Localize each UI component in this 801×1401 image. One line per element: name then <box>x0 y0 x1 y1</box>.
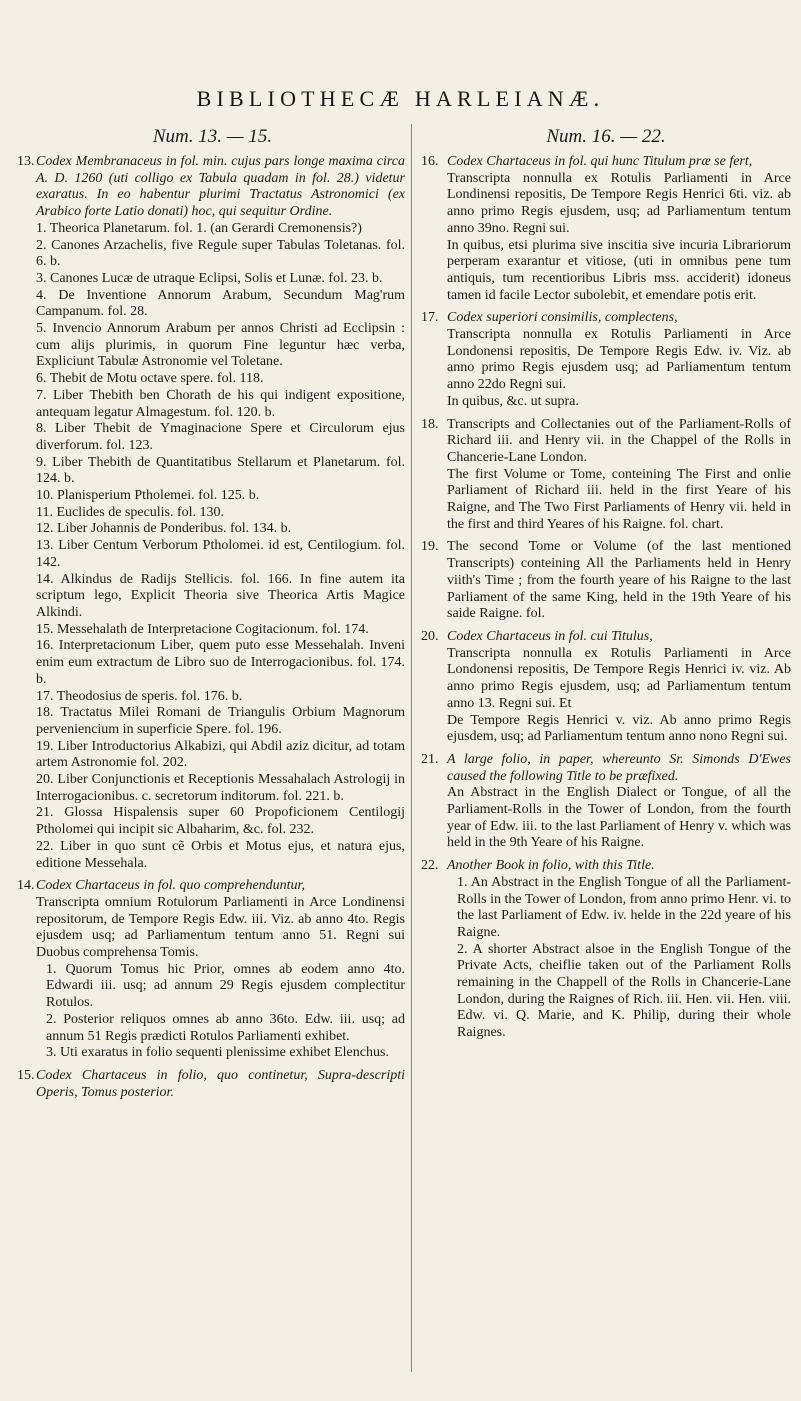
entry-21 <box>421 752 791 852</box>
entry-intro: Codex Chartaceus in folio, quo continetur, Supra-descripti Operis, Tomus posterior. <box>36 1067 405 1100</box>
entry-text: Transcripts and Collectanies out of the Parliament-Rolls of Richard iii. and Henry vii. in the Chappel of the Rolls in Chancerie-Lane London. <box>447 416 791 465</box>
entry-text: Transcripta nonnulla ex Rotulis Parliamenti in Arce Londonensi repositis, De Tempore Regis Henrici iv. viz. Ab anno primo Regis ejusdem, usq; ad Parliamentum tentum anno 13. Regni sui. Et <box>447 645 791 711</box>
list-item: 12. Liber Johannis de Ponderibus. fol. 134. b. <box>36 521 292 537</box>
list-item: 6. Thebit de Motu octave spere. fol. 118. <box>36 371 264 387</box>
list-item: 18. Tractatus Milei Romani de Triangulis Orbium Magnorum perveniencium in superficie Spere. fol. 196. <box>36 705 405 737</box>
list-item: 2. Posterior reliquos omnes ab anno 36to. Edw. iii. usq; ad annum 51 Regis prædicti Rotulos Parliamenti exhibet. <box>46 1011 405 1044</box>
entry-number: 21. <box>421 751 439 767</box>
entry-number: 14. <box>17 878 35 894</box>
entry-text: Transcripta nonnulla ex Rotulis Parliamenti in Arce Londinensi repositis, De Tempore Regis Henrici 6ti. viz. ab anno primo Regis ejusdem, usq; ad Parliamentum tentum anno 39no. Regni sui. <box>447 170 791 236</box>
entry-intro: Another Book in folio, with this Title. <box>447 858 655 874</box>
entry-18 <box>421 417 791 534</box>
entry-number: 15. <box>17 1067 35 1083</box>
left-column-heading: Num. 13. — 15. <box>152 126 273 147</box>
entry-17 <box>421 310 791 410</box>
entry-14 <box>17 878 405 1062</box>
entry-intro: Codex Chartaceus in fol. qui hunc Titulum præ se fert, <box>447 154 753 169</box>
list-item: 17. Theodosius de speris. fol. 176. b. <box>36 688 243 704</box>
entry-20 <box>421 629 791 746</box>
list-item: 11. Euclides de speculis. fol. 130. <box>36 504 225 520</box>
entry-text: The second Tome or Volume (of the last mentioned Transcripts) conteining All the Parliaments held in Henry viith's Time ; from the fourth yeare of his Raigne to the last Parliament of the same King, held in the 19th Yeare of his saide Raigne. fol. <box>447 539 791 622</box>
entry-intro: A large folio, in paper, whereunto Sr. Simonds D'Ewes caused the following Title to be præfixed. <box>447 751 791 784</box>
entry-text: In quibus, &c. ut supra. <box>447 393 579 409</box>
list-item: 4. De Inventione Annorum Arabum, Secundum Mag'rum Campanum. fol. 28. <box>36 287 405 320</box>
entry-22 <box>421 858 791 1042</box>
list-item: 2. Canones Arzachelis, five Regule super Tabulas Toletanas. fol. 6. b. <box>36 237 405 270</box>
running-head: BIBLIOTHECÆ HARLEIANÆ. <box>196 86 605 111</box>
left-column <box>17 126 405 1107</box>
list-item: 22. Liber in quo sunt cẽ Orbis et Motus ejus, et natura ejus, editione Messehala. <box>36 838 405 871</box>
list-item: 20. Liber Conjunctionis et Receptionis Messahalach Astrologij in Interrogacionibus. c. secretorum inditorum. fol. 221. b. <box>36 772 405 804</box>
list-item: 10. Planisperium Ptholemei. fol. 125. b. <box>36 488 260 504</box>
entry-number: 19. <box>421 539 439 555</box>
entry-intro: Codex superiori consimilis, complectens, <box>447 310 678 326</box>
entry-intro: Codex Chartaceus in fol. cui Titulus, <box>447 628 653 644</box>
entry-intro: Codex Membranaceus in fol. min. cujus pars longe maxima circa A. D. 1260 (uti colligo ex Tabula quadam in fol. 28.) videtur exaratus. In eo habentur plurimi Tractatus Astronomici (ex Arabico forte Latio donati) hoc, qui sequitur Ordine. <box>36 154 405 220</box>
list-item: 21. Glossa Hispalensis super 60 Propoficionem Centilogij Ptholomei qui incipit sic Albaharim, &c. fol. 232. <box>36 805 405 838</box>
entry-intro: Codex Chartaceus in fol. quo comprehenduntur, <box>36 878 305 894</box>
entry-number: 22. <box>421 858 439 874</box>
list-item: 13. Liber Centum Verborum Ptholomei. id est, Centilogium. fol. 142. <box>36 538 405 570</box>
list-item: 16. Interpretacionum Liber, quem puto esse Messehalah. Inveni enim eum extractum de Libro suo de Interrogacionibus. fol. 174. b. <box>36 638 405 687</box>
right-column-heading: Num. 16. — 22. <box>546 126 666 147</box>
entry-text: In quibus, etsi plurima sive inscitia sive incuria Librariorum perperam exarantur et vitiose, (uti in omnibus pene tum antiquis, tum recentioribus Libris mss. acciderit) idoneus tamen id facile Lector subolebit, et emendare potis erit. <box>447 237 791 303</box>
list-item: 1. Theorica Planetarum. fol. 1. (an Gerardi Cremonensis?) <box>36 220 362 236</box>
list-item: 7. Liber Thebith ben Chorath de his qui indigent expositione, antequam legatur Almagestum. fol. 120. b. <box>36 387 405 420</box>
list-item: 2. A shorter Abstract alsoe in the English Tongue of the Private Acts, cheiflie taken out of the Parliament Rolls remaining in the Chappell of the Rolls in Chancerie-Lane London, during the Raignes of Rich. iii. Hen. vii. Hen. viii. Edw. vi. Q. Marie, and K. Philip, during their whole Raignes. <box>457 941 791 1041</box>
list-item: 1. Quorum Tomus hic Prior, omnes ab eodem anno 4to. Edwardi iii. usq; ad annum 29 Regis ejusdem complectitur Rotulos. <box>46 961 405 1011</box>
list-item: 3. Uti exaratus in folio sequenti plenissime exhibet Elenchus. <box>46 1045 389 1061</box>
list-item: 19. Liber Introductorius Alkabizi, qui Abdil aziz dicitur, ad totam artem Astronomie fol. 202. <box>36 738 405 771</box>
list-item: 14. Alkindus de Radijs Stellicis. fol. 166. In fine autem ita scriptum lego, Explicit Theoria sive Theorica Artis Magice Alkindi. <box>36 571 405 620</box>
entry-number: 17. <box>421 310 439 326</box>
entry-number: 13. <box>17 154 35 169</box>
list-item: 5. Invencio Annorum Arabum per annos Christi ad Ecclipsin : cum alijs plurimis, in quorum Fine leguntur hæc verba, Expliciunt Tabulæ Astronomie vel Toletane. <box>36 321 405 370</box>
list-item: 1. An Abstract in the English Tongue of all the Parliament-Rolls in the Tower of London, from anno primo Henr. vi. to the last Parliament of Edw. iv. helde in the 22d yeare of his Raigne. <box>457 874 791 940</box>
entry-text: Transcripta omnium Rotulorum Parliamenti in Arce Londinensi repositorum, de Tempore Regis Edw. iii. Viz. ab anno 4to. Regis ejusdem usq; ad Parliamentum tentum anno 51. Regni sui Duobus comprehensa Tomis. <box>36 894 405 961</box>
entry-13 <box>17 154 405 872</box>
entry-15 <box>17 1067 405 1101</box>
entry-text: An Abstract in the English Dialect or Tongue, of all the Parliament-Rolls in the Tower of London, from the fourth year of Edw. iii. to the last Parliament of Henry v. which was held in the 9th Yeare of his Raigne. <box>447 785 791 851</box>
list-item: 3. Canones Lucæ de utraque Eclipsi, Solis et Lunæ. fol. 23. b. <box>36 270 383 286</box>
right-column <box>421 126 791 1048</box>
entry-text: The first Volume or Tome, conteining The First and onlie Parliament of Richard iii. held in the first Yeare of his Raigne, and The Two First Parliaments of Henry vii. held in the first and third Yeares of his Raigne. fol. chart. <box>447 466 791 532</box>
column-divider <box>411 124 412 1372</box>
entry-number: 20. <box>421 628 439 644</box>
entry-text: De Tempore Regis Henrici v. viz. Ab anno primo Regis ejusdem, usq; ad Parliamentum tentum anno nono Regni sui. <box>447 712 791 745</box>
list-item: 15. Messehalath de Interpretacione Cogitacionum. fol. 174. <box>36 621 369 637</box>
list-item: 8. Liber Thebit de Ymaginacione Spere et Circulorum ejus diverforum. fol. 123. <box>36 421 405 453</box>
entry-text: Transcripta nonnulla ex Rotulis Parliamenti in Arce Londonensi repositis, De Tempore Regis Edw. iv. Viz. ab anno primo Regis ejusdem usq; ad Parliamentum tentum anno 22do Regni sui. <box>447 327 791 393</box>
entry-number: 18. <box>421 416 439 432</box>
entry-19 <box>421 539 791 623</box>
list-item: 9. Liber Thebith de Quantitatibus Stellarum et Planetarum. fol. 124. b. <box>36 454 405 487</box>
entry-number: 16. <box>421 154 439 169</box>
entry-16 <box>421 154 791 304</box>
